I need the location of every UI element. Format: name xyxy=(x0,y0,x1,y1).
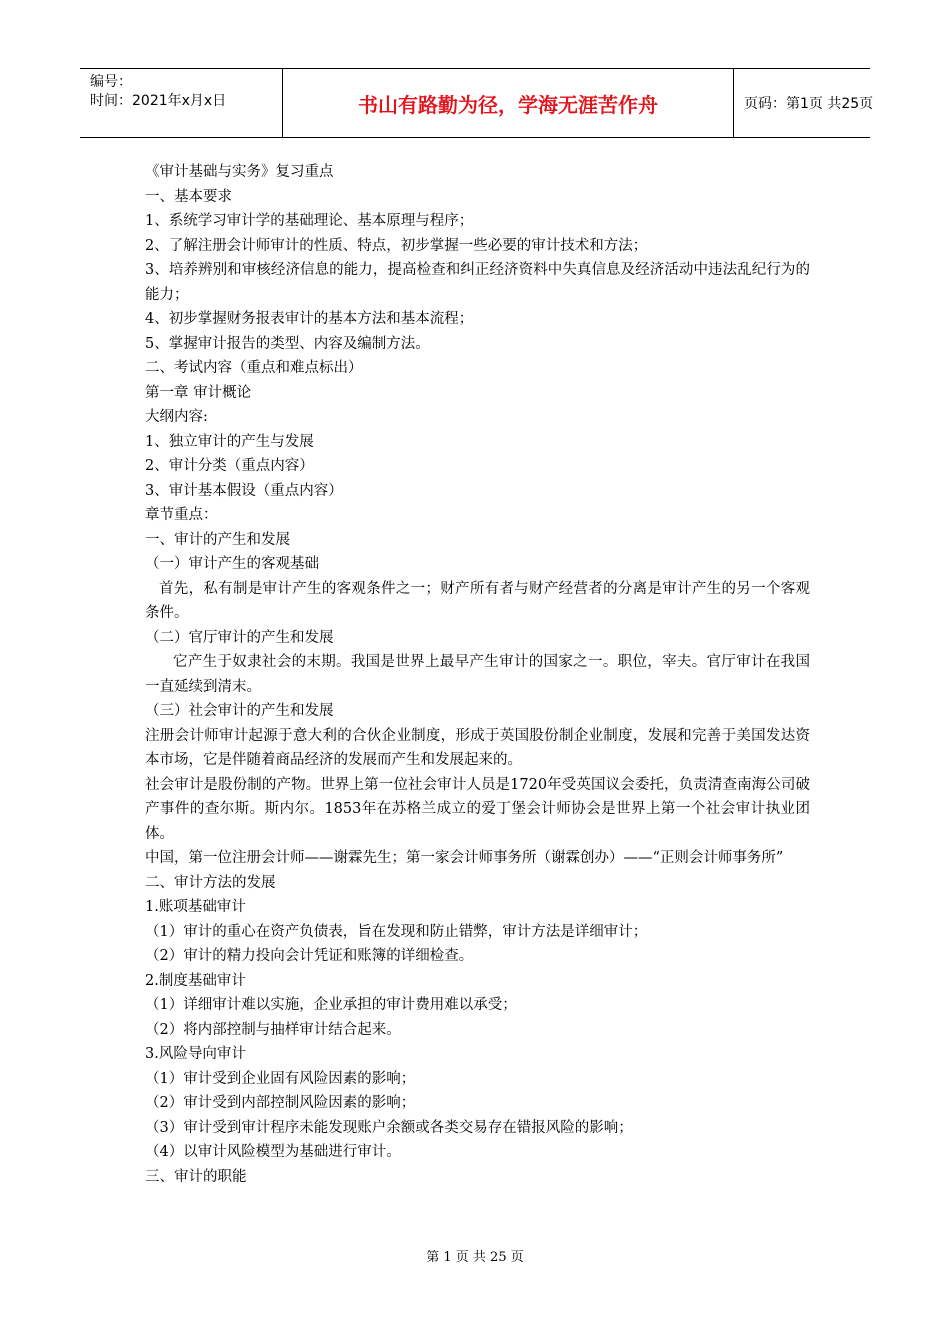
list-item: 1、系统学习审计学的基础理论、基本原理与程序； xyxy=(145,213,474,229)
document-number-label: 编号： xyxy=(90,74,132,90)
list-item: （2）审计受到内部控制风险因素的影响； xyxy=(145,1095,416,1111)
list-item: （3）审计受到审计程序未能发现账户余额或各类交易存在错报风险的影响； xyxy=(145,1119,633,1136)
page-footer: 第 1 页 共 25 页 xyxy=(426,1250,524,1265)
outline-label: 大纲内容: xyxy=(145,409,208,425)
paragraph: 中国，第一位注册会计师——谢霖先生；第一家会计师事务所（谢霖创办）——“正则会计师事务所” xyxy=(145,850,784,866)
section-heading: 三、审计的职能 xyxy=(145,1168,247,1185)
paragraph: 注册会计师审计起源于意大利的合伙企业制度，形成于英国股份制企业制度，发展和完善于美国发达资本市场，它是伴随着商品经济的发展而产生和发展起来的。 xyxy=(145,727,810,768)
subsection-heading: （三）社会审计的产生和发展 xyxy=(145,703,334,719)
section-heading: 一、审计的产生和发展 xyxy=(145,531,290,548)
list-item: （2）审计的精力投向会计凭证和账簿的详细检查。 xyxy=(145,948,474,964)
paragraph: 首先，私有制是审计产生的客观条件之一；财产所有者与财产经营者的分离是审计产生的另一个客观条件。 xyxy=(145,580,810,621)
header-page-info: 页码：第1页 共25页 xyxy=(744,96,874,112)
paragraph: 社会审计是股份制的产物。世界上第一位社会审计人员是1720年受英国议会委托，负责清查南海公司破产事件的查尔斯。斯内尔。1853年在苏格兰成立的爱丁堡会计师协会是世界上第一个社会审计执业团体。 xyxy=(145,776,810,842)
section-heading: 一、基本要求 xyxy=(145,188,232,205)
document-title: 《审计基础与实务》复习重点 xyxy=(145,164,334,180)
list-item: 4、初步掌握财务报表审计的基本方法和基本流程； xyxy=(145,311,474,327)
list-item: （1）审计的重心在资产负债表，旨在发现和防止错弊，审计方法是详细审计； xyxy=(145,923,648,940)
list-item: 2、了解注册会计师审计的性质、特点，初步掌握一些必要的审计技术和方法； xyxy=(145,237,648,254)
list-item: 2、审计分类（重点内容） xyxy=(145,458,314,474)
list-item: 3、培养辨别和审核经济信息的能力，提高检查和纠正经济资料中失真信息及经济活动中违法乱纪行为的能力； xyxy=(145,262,810,303)
subsection-heading: （二）官厅审计的产生和发展 xyxy=(145,629,334,646)
section-heading: 二、审计方法的发展 xyxy=(145,874,276,891)
section-heading: 二、考试内容（重点和难点标出） xyxy=(145,360,363,376)
subsection-heading: 3.风险导向审计 xyxy=(145,1046,246,1062)
document-body xyxy=(145,160,810,1189)
subsection-heading: 1.账项基础审计 xyxy=(145,899,246,915)
header-left-cell xyxy=(80,69,282,137)
outline-label: 章节重点： xyxy=(145,507,218,523)
list-item: 5、掌握审计报告的类型、内容及编制方法。 xyxy=(145,335,430,352)
paragraph: 它产生于奴隶社会的末期。我国是世界上最早产生审计的国家之一。职位，宰夫。官厅审计在我国一直延续到清末。 xyxy=(145,654,810,695)
chapter-heading: 第一章 审计概论 xyxy=(145,384,252,401)
subsection-heading: （一）审计产生的客观基础 xyxy=(145,556,319,572)
header-motto: 书山有路勤为径，学海无涯苦作舟 xyxy=(282,69,734,137)
list-item: 3、审计基本假设（重点内容） xyxy=(145,482,343,499)
list-item: （2）将内部控制与抽样审计结合起来。 xyxy=(145,1021,401,1038)
list-item: （1）审计受到企业固有风险因素的影响； xyxy=(145,1070,416,1087)
document-time-label: 时间：2021年x月x日 xyxy=(90,93,227,109)
document-header xyxy=(80,68,874,138)
list-item: 1、独立审计的产生与发展 xyxy=(145,433,314,450)
list-item: （4）以审计风险模型为基础进行审计。 xyxy=(145,1144,401,1160)
subsection-heading: 2.制度基础审计 xyxy=(145,972,246,989)
list-item: （1）详细审计难以实施，企业承担的审计费用难以承受； xyxy=(145,997,517,1013)
